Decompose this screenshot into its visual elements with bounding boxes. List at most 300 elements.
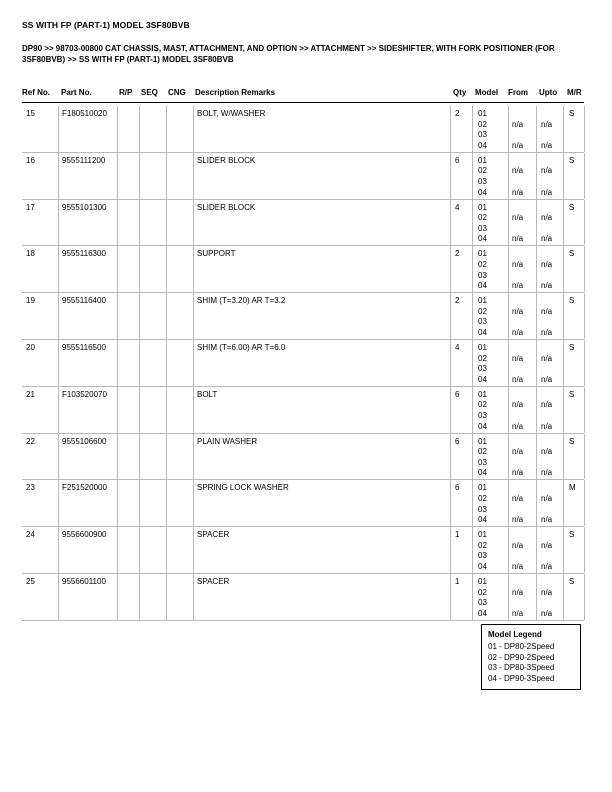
model-code: 01	[478, 109, 487, 118]
column-divider	[563, 246, 564, 292]
column-divider	[584, 574, 585, 620]
from-value-list	[512, 249, 523, 291]
from-value	[512, 530, 523, 541]
model-code: 04	[478, 374, 487, 384]
column-divider	[536, 480, 537, 526]
model-code-list	[478, 296, 487, 338]
column-divider	[508, 246, 509, 292]
part-no-cell: 9555106600	[62, 436, 107, 446]
table-row	[22, 106, 584, 153]
column-divider	[450, 480, 451, 526]
column-divider	[58, 200, 59, 246]
model-code: 03	[478, 364, 487, 374]
part-no-cell: 9556601100	[62, 576, 106, 586]
upto-value-list	[541, 156, 552, 198]
mr-cell: S	[569, 249, 575, 259]
column-divider	[584, 200, 585, 246]
from-value-list	[512, 343, 523, 385]
column-divider	[508, 200, 509, 246]
column-divider	[472, 480, 473, 526]
from-value: n/a	[512, 281, 524, 291]
from-value	[512, 130, 523, 141]
model-code: 01	[478, 389, 487, 399]
from-value	[512, 437, 523, 448]
legend-item: 02 - DP90-2Speed	[488, 652, 555, 662]
from-value	[512, 271, 523, 282]
upto-value	[541, 577, 552, 588]
column-divider	[166, 527, 167, 573]
qty-cell: 1	[455, 576, 460, 586]
from-value: n/a	[512, 493, 524, 503]
column-divider	[584, 527, 585, 573]
column-divider	[450, 574, 451, 620]
upto-value: n/a	[541, 400, 553, 410]
part-no-cell: 9555116400	[62, 296, 106, 306]
column-divider	[584, 293, 585, 339]
model-code: 01	[478, 576, 487, 586]
column-divider	[536, 527, 537, 573]
column-divider	[472, 246, 473, 292]
column-divider	[472, 153, 473, 199]
column-divider	[117, 246, 118, 292]
model-code: 02	[478, 353, 487, 363]
from-value	[512, 203, 523, 214]
model-code: 02	[478, 306, 487, 316]
from-value: n/a	[512, 187, 524, 197]
column-divider	[472, 387, 473, 433]
mr-cell: S	[569, 342, 575, 352]
qty-cell: 6	[455, 483, 460, 493]
model-code: 04	[478, 468, 487, 478]
upto-value	[541, 203, 552, 214]
ref-no-cell: 23	[26, 483, 35, 493]
column-divider	[139, 246, 140, 292]
part-no-cell: F180510020	[62, 109, 107, 118]
column-divider	[472, 200, 473, 246]
parts-table	[22, 106, 584, 621]
description-cell: SHIM (T=6.00) AR T=6.0	[197, 342, 286, 352]
from-value: n/a	[512, 374, 524, 384]
column-divider	[166, 246, 167, 292]
upto-value	[541, 249, 552, 260]
from-value: n/a	[512, 353, 524, 363]
model-code: 01	[478, 202, 487, 212]
col-qty: Qty	[453, 88, 467, 97]
column-divider	[193, 340, 194, 386]
ref-no-cell: 17	[26, 202, 35, 212]
upto-value-list	[541, 483, 552, 525]
table-row	[22, 527, 584, 574]
from-value	[512, 364, 523, 375]
model-code-list	[478, 577, 487, 619]
mr-cell: S	[569, 202, 575, 212]
legend-item: 03 - DP80-3Speed	[488, 663, 555, 673]
from-value	[512, 224, 523, 235]
qty-cell: 6	[455, 436, 460, 446]
qty-cell: 2	[455, 109, 460, 118]
model-code: 02	[478, 400, 487, 410]
upto-value-list	[541, 530, 552, 572]
column-divider	[193, 246, 194, 292]
column-divider	[508, 434, 509, 480]
from-value	[512, 505, 523, 516]
column-divider	[563, 527, 564, 573]
column-divider	[536, 200, 537, 246]
description-cell: BOLT, W/WASHER	[197, 109, 266, 118]
column-divider	[117, 527, 118, 573]
column-divider	[58, 293, 59, 339]
mr-cell: S	[569, 155, 575, 165]
from-value: n/a	[512, 306, 524, 316]
column-divider	[584, 387, 585, 433]
from-value: n/a	[512, 421, 524, 431]
from-value-list	[512, 156, 523, 198]
column-divider	[563, 153, 564, 199]
column-divider	[58, 527, 59, 573]
column-divider	[166, 387, 167, 433]
model-code: 01	[478, 342, 487, 352]
upto-value-list	[541, 437, 552, 479]
table-row	[22, 200, 584, 247]
upto-value	[541, 177, 552, 188]
column-divider	[166, 574, 167, 620]
column-divider	[472, 527, 473, 573]
model-code: 04	[478, 187, 487, 197]
upto-value	[541, 551, 552, 562]
ref-no-cell: 19	[26, 296, 35, 306]
from-value	[512, 249, 523, 260]
from-value: n/a	[512, 587, 524, 597]
column-divider	[166, 106, 167, 152]
column-divider	[563, 340, 564, 386]
from-value	[512, 577, 523, 588]
column-divider	[584, 340, 585, 386]
from-value-list	[512, 577, 523, 619]
column-divider	[139, 153, 140, 199]
ref-no-cell: 20	[26, 342, 35, 352]
qty-cell: 4	[455, 342, 460, 352]
upto-value: n/a	[541, 119, 553, 129]
mr-cell: S	[569, 389, 575, 399]
from-value	[512, 551, 523, 562]
table-header	[22, 88, 584, 100]
column-divider	[139, 480, 140, 526]
upto-value: n/a	[541, 421, 553, 431]
upto-value-list	[541, 343, 552, 385]
upto-value	[541, 224, 552, 235]
column-divider	[193, 106, 194, 152]
ref-no-cell: 21	[26, 389, 35, 399]
column-divider	[472, 340, 473, 386]
upto-value: n/a	[541, 234, 553, 244]
column-divider	[563, 106, 564, 152]
model-code: 04	[478, 327, 487, 337]
model-code-list	[478, 203, 487, 245]
upto-value: n/a	[541, 259, 553, 269]
qty-cell: 4	[455, 202, 460, 212]
column-divider	[508, 153, 509, 199]
from-value-list	[512, 109, 523, 151]
header-divider	[22, 102, 584, 103]
model-code: 01	[478, 530, 487, 540]
column-divider	[139, 293, 140, 339]
column-divider	[450, 200, 451, 246]
upto-value: n/a	[541, 493, 553, 503]
column-divider	[508, 480, 509, 526]
upto-value	[541, 109, 552, 120]
upto-value: n/a	[541, 608, 553, 618]
description-cell: SLIDER BLOCK	[197, 155, 256, 165]
from-value	[512, 598, 523, 609]
from-value-list	[512, 390, 523, 432]
model-code: 02	[478, 540, 487, 550]
model-code: 01	[478, 249, 487, 259]
mr-cell: S	[569, 530, 575, 540]
upto-value	[541, 437, 552, 448]
upto-value	[541, 130, 552, 141]
description-cell: PLAIN WASHER	[197, 436, 258, 446]
model-code: 04	[478, 561, 487, 571]
column-divider	[450, 293, 451, 339]
column-divider	[58, 480, 59, 526]
upto-value: n/a	[541, 166, 553, 176]
column-divider	[193, 153, 194, 199]
model-code: 02	[478, 119, 487, 129]
model-code: 03	[478, 598, 487, 608]
column-divider	[58, 340, 59, 386]
column-divider	[536, 387, 537, 433]
column-divider	[193, 574, 194, 620]
from-value-list	[512, 296, 523, 338]
ref-no-cell: 15	[26, 109, 35, 118]
upto-value: n/a	[541, 281, 553, 291]
model-code: 01	[478, 483, 487, 493]
legend-item: 01 - DP80-2Speed	[488, 642, 555, 651]
upto-value-list	[541, 203, 552, 245]
qty-cell: 6	[455, 155, 460, 165]
from-value	[512, 177, 523, 188]
column-divider	[450, 527, 451, 573]
column-divider	[450, 434, 451, 480]
model-code: 02	[478, 587, 487, 597]
model-code-list	[478, 109, 487, 151]
part-no-cell: F251520000	[62, 483, 107, 493]
model-code: 03	[478, 551, 487, 561]
column-divider	[536, 340, 537, 386]
from-value-list	[512, 483, 523, 525]
upto-value-list	[541, 390, 552, 432]
column-divider	[472, 434, 473, 480]
column-divider	[536, 293, 537, 339]
upto-value	[541, 343, 552, 354]
part-no-cell: 9555116500	[62, 342, 106, 352]
column-divider	[193, 480, 194, 526]
column-divider	[117, 293, 118, 339]
mr-cell: S	[569, 436, 575, 446]
from-value	[512, 109, 523, 120]
column-divider	[450, 246, 451, 292]
from-value-list	[512, 437, 523, 479]
table-row	[22, 153, 584, 200]
from-value: n/a	[512, 213, 524, 223]
upto-value-list	[541, 577, 552, 619]
model-code: 04	[478, 515, 487, 525]
column-divider	[450, 153, 451, 199]
qty-cell: 2	[455, 296, 460, 306]
upto-value: n/a	[541, 306, 553, 316]
upto-value	[541, 156, 552, 167]
model-code: 03	[478, 130, 487, 140]
upto-value: n/a	[541, 468, 553, 478]
model-code-list	[478, 249, 487, 291]
from-value	[512, 156, 523, 167]
from-value	[512, 296, 523, 307]
column-divider	[193, 293, 194, 339]
model-code: 04	[478, 234, 487, 244]
column-divider	[139, 106, 140, 152]
column-divider	[584, 246, 585, 292]
upto-value	[541, 317, 552, 328]
model-code: 03	[478, 270, 487, 280]
upto-value: n/a	[541, 327, 553, 337]
model-code: 02	[478, 493, 487, 503]
model-code-list	[478, 483, 487, 525]
description-cell: SPACER	[197, 530, 230, 540]
model-code: 03	[478, 504, 487, 514]
column-divider	[58, 246, 59, 292]
column-divider	[584, 106, 585, 152]
column-divider	[139, 434, 140, 480]
column-divider	[166, 434, 167, 480]
upto-value	[541, 483, 552, 494]
model-code-list	[478, 343, 487, 385]
model-code: 01	[478, 296, 487, 306]
col-model: Model	[475, 88, 499, 97]
column-divider	[472, 574, 473, 620]
column-divider	[58, 434, 59, 480]
from-value: n/a	[512, 234, 524, 244]
col-seq: SEQ	[141, 88, 158, 97]
upto-value: n/a	[541, 213, 553, 223]
column-divider	[117, 340, 118, 386]
column-divider	[117, 480, 118, 526]
column-divider	[536, 574, 537, 620]
from-value: n/a	[512, 327, 524, 337]
table-row	[22, 434, 584, 481]
from-value	[512, 390, 523, 401]
model-code-list	[478, 437, 487, 479]
upto-value: n/a	[541, 540, 553, 550]
column-divider	[508, 106, 509, 152]
upto-value: n/a	[541, 374, 553, 384]
model-code-list	[478, 390, 487, 432]
column-divider	[584, 153, 585, 199]
column-divider	[193, 200, 194, 246]
model-code: 02	[478, 259, 487, 269]
column-divider	[58, 574, 59, 620]
from-value: n/a	[512, 119, 524, 129]
from-value: n/a	[512, 468, 524, 478]
model-code: 04	[478, 421, 487, 431]
column-divider	[508, 293, 509, 339]
col-part-no: Part No.	[61, 88, 92, 97]
col-upto: Upto	[539, 88, 558, 97]
description-cell: SPACER	[197, 576, 230, 586]
mr-cell: M	[569, 483, 576, 493]
from-value: n/a	[512, 400, 524, 410]
model-code: 03	[478, 410, 487, 420]
from-value: n/a	[512, 140, 524, 150]
page-title: SS WITH FP (PART-1) MODEL 3SF80BVB	[22, 20, 190, 30]
upto-value	[541, 458, 552, 469]
model-legend	[481, 624, 581, 690]
ref-no-cell: 25	[26, 576, 35, 586]
column-divider	[584, 480, 585, 526]
column-divider	[472, 106, 473, 152]
column-divider	[563, 200, 564, 246]
model-code: 04	[478, 281, 487, 291]
model-code: 04	[478, 608, 487, 618]
upto-value: n/a	[541, 561, 553, 571]
col-mr: M/R	[567, 88, 582, 97]
ref-no-cell: 22	[26, 436, 35, 446]
part-no-cell: 9555116300	[62, 249, 106, 259]
upto-value	[541, 598, 552, 609]
mr-cell: S	[569, 296, 575, 306]
upto-value	[541, 390, 552, 401]
from-value: n/a	[512, 608, 524, 618]
table-row	[22, 293, 584, 340]
column-divider	[58, 106, 59, 152]
column-divider	[139, 200, 140, 246]
column-divider	[117, 434, 118, 480]
model-code: 01	[478, 155, 487, 165]
model-code: 04	[478, 140, 487, 150]
part-no-cell: 9555101300	[62, 202, 107, 212]
column-divider	[117, 574, 118, 620]
part-no-cell: 9556600900	[62, 530, 107, 540]
column-divider	[117, 153, 118, 199]
table-row	[22, 574, 584, 621]
upto-value: n/a	[541, 140, 553, 150]
qty-cell: 6	[455, 389, 460, 399]
upto-value	[541, 271, 552, 282]
col-description: Description Remarks	[195, 88, 276, 97]
from-value	[512, 343, 523, 354]
breadcrumb: DP90 >> 98703-00800 CAT CHASSIS, MAST, ATTACHMENT, AND OPTION >> ATTACHMENT >> SIDESHIFTER, WITH FORK POSITIONER (FOR 3SF80BVB) >> SS WITH FP (PART-1) MODEL 3SF80BVB	[22, 44, 555, 64]
from-value	[512, 317, 523, 328]
from-value: n/a	[512, 515, 524, 525]
legend-title: Model Legend	[488, 630, 542, 639]
model-code-list	[478, 156, 487, 198]
column-divider	[117, 200, 118, 246]
column-divider	[166, 153, 167, 199]
upto-value-list	[541, 296, 552, 338]
column-divider	[584, 434, 585, 480]
column-divider	[166, 480, 167, 526]
column-divider	[450, 340, 451, 386]
column-divider	[536, 153, 537, 199]
model-code: 02	[478, 213, 487, 223]
column-divider	[139, 387, 140, 433]
column-divider	[536, 106, 537, 152]
col-from: From	[508, 88, 528, 97]
upto-value: n/a	[541, 353, 553, 363]
column-divider	[472, 293, 473, 339]
column-divider	[508, 340, 509, 386]
column-divider	[563, 293, 564, 339]
model-code: 03	[478, 317, 487, 327]
